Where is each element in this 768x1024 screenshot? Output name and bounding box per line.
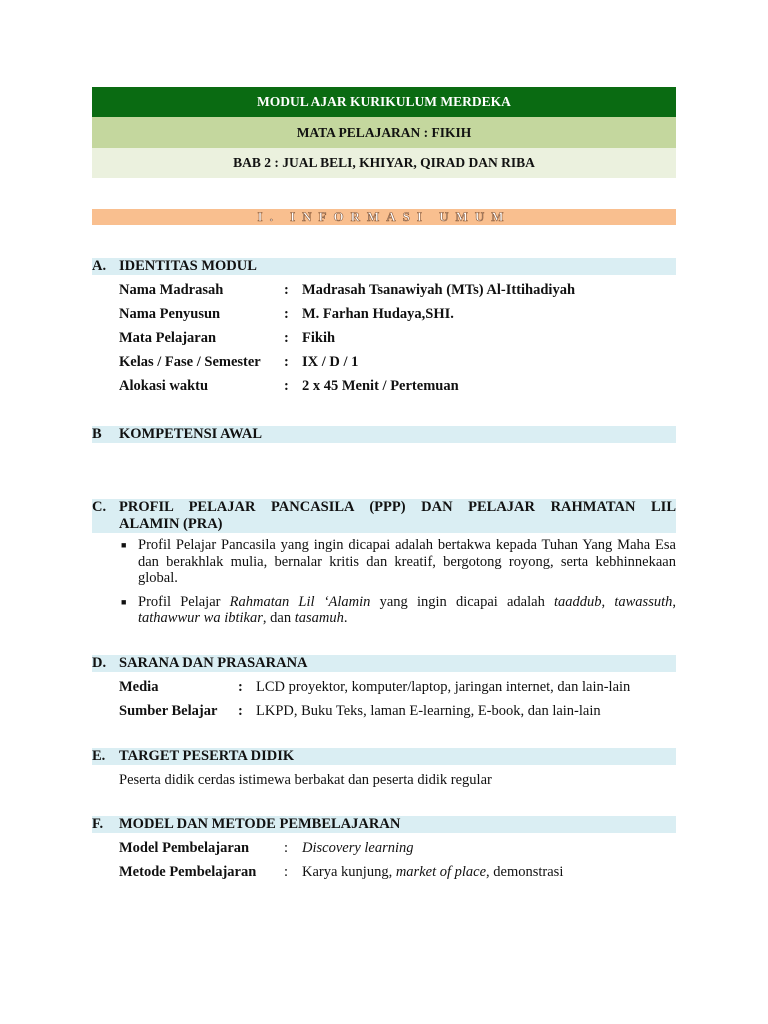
target-text: Peserta didik cerdas istimewa berbakat dan peserta didik regular xyxy=(119,771,492,788)
bullet-square-icon: ■ xyxy=(121,540,127,550)
heading-text: KOMPETENSI AWAL xyxy=(119,426,263,442)
model-row-model xyxy=(92,836,676,860)
row-colon: : xyxy=(284,306,289,322)
row-label: Alokasi waktu xyxy=(119,378,209,394)
document-page xyxy=(92,87,676,884)
text-run: , demonstrasi xyxy=(486,863,564,880)
text-run: yang ingin dicapai adalah xyxy=(370,593,555,610)
list-item xyxy=(119,594,676,627)
heading-text-line1: PROFIL PELAJAR PANCASILA (PPP) DAN PELAJAR RAHMATAN LIL xyxy=(119,499,676,515)
bullet-square-icon: ■ xyxy=(121,596,127,607)
identitas-row-alokasi-waktu xyxy=(92,374,676,398)
row-label: Nama Madrasah xyxy=(119,282,224,298)
row-value: LKPD, Buku Teks, laman E-learning, E-book, dan lain-lain xyxy=(256,702,601,719)
row-label: Mata Pelajaran xyxy=(119,330,217,346)
italic-run: Rahmatan Lil ‘Alamin xyxy=(229,593,371,610)
row-colon: : xyxy=(284,378,289,394)
italic-run: market of place xyxy=(395,863,487,880)
identitas-row-nama-madrasah xyxy=(92,278,676,302)
heading-text: IDENTITAS MODUL xyxy=(119,258,257,274)
heading-text-block xyxy=(119,499,676,533)
heading-text: MODEL DAN METODE PEMBELAJARAN xyxy=(119,815,401,832)
heading-letter: D. xyxy=(92,654,107,671)
heading-letter: B xyxy=(92,426,102,442)
row-value: M. Farhan Hudaya,SHI. xyxy=(302,306,454,322)
row-colon: : xyxy=(238,678,243,695)
heading-text: TARGET PESERTA DIDIK xyxy=(119,747,295,764)
row-value: Discovery learning xyxy=(302,839,414,856)
text-run: . xyxy=(343,610,348,626)
heading-model-metode xyxy=(92,816,676,833)
row-colon: : xyxy=(284,863,289,880)
heading-letter: A. xyxy=(92,258,107,274)
text-run: Karya kunjung, xyxy=(302,863,396,880)
italic-run: taaddub xyxy=(554,593,602,610)
heading-text-line2: ALAMIN (PRA) xyxy=(119,516,223,532)
heading-kompetensi-awal xyxy=(92,426,676,443)
identitas-row-mata-pelajaran xyxy=(92,326,676,350)
subject-title: MATA PELAJARAN : FIKIH xyxy=(92,117,676,148)
heading-text: SARANA DAN PRASARANA xyxy=(119,654,308,671)
heading-letter: F. xyxy=(92,815,104,832)
row-label: Model Pembelajaran xyxy=(119,839,250,856)
module-title: MODUL AJAR KURIKULUM MERDEKA xyxy=(92,87,676,117)
row-label: Sumber Belajar xyxy=(119,702,218,719)
row-value: LCD proyektor, komputer/laptop, jaringan internet, dan lain-lain xyxy=(256,678,631,695)
row-colon: : xyxy=(284,282,289,298)
row-label: Metode Pembelajaran xyxy=(119,863,257,880)
row-colon: : xyxy=(284,330,289,346)
model-table xyxy=(92,836,676,884)
bullet-text xyxy=(138,594,676,627)
list-item xyxy=(119,537,676,587)
sarana-row-sumber-belajar xyxy=(92,699,676,723)
bullet-text: Profil Pelajar Pancasila yang ingin dicapai adalah bertakwa kepada Tuhan Yang Maha Esa dan berakhlak mulia, bernalar kritis dan kreatif, bergotong royong, serta kebhinnekaan global. xyxy=(138,537,676,586)
text-run: , xyxy=(601,593,615,610)
italic-run: tathawwur wa ibtikar xyxy=(138,610,263,626)
heading-letter: E. xyxy=(92,747,106,764)
sarana-table xyxy=(92,675,676,723)
identitas-row-nama-penyusun xyxy=(92,302,676,326)
row-label: Nama Penyusun xyxy=(119,306,221,322)
heading-identitas-modul xyxy=(92,258,676,275)
italic-run: tasamuh xyxy=(294,610,344,626)
section-title-informasi-umum: I. INFORMASI UMUM xyxy=(92,209,676,225)
row-colon: : xyxy=(284,839,289,856)
text-run: Profil Pelajar xyxy=(138,593,230,610)
row-label: Kelas / Fase / Semester xyxy=(119,354,261,370)
model-row-metode xyxy=(92,860,676,884)
row-value: 2 x 45 Menit / Pertemuan xyxy=(302,378,459,394)
italic-run: tawassuth xyxy=(614,593,673,610)
sarana-row-media xyxy=(92,675,676,699)
row-colon: : xyxy=(238,702,243,719)
heading-profil-pelajar xyxy=(92,499,676,533)
text-run: , xyxy=(672,593,676,610)
identitas-table xyxy=(92,278,676,398)
profil-bullet-list xyxy=(92,537,676,627)
row-value xyxy=(302,860,676,884)
row-value: Fikih xyxy=(302,330,336,346)
identitas-row-kelas xyxy=(92,350,676,374)
row-value: Madrasah Tsanawiyah (MTs) Al-Ittihadiyah xyxy=(302,282,576,298)
row-label: Media xyxy=(119,678,159,695)
heading-letter: C. xyxy=(92,499,107,515)
chapter-title: BAB 2 : JUAL BELI, KHIYAR, QIRAD DAN RIBA xyxy=(92,148,676,178)
row-value: IX / D / 1 xyxy=(302,354,359,370)
row-colon: : xyxy=(284,354,289,370)
heading-target-peserta-didik xyxy=(92,748,676,765)
text-run: , dan xyxy=(262,610,295,626)
heading-sarana-prasarana xyxy=(92,655,676,672)
